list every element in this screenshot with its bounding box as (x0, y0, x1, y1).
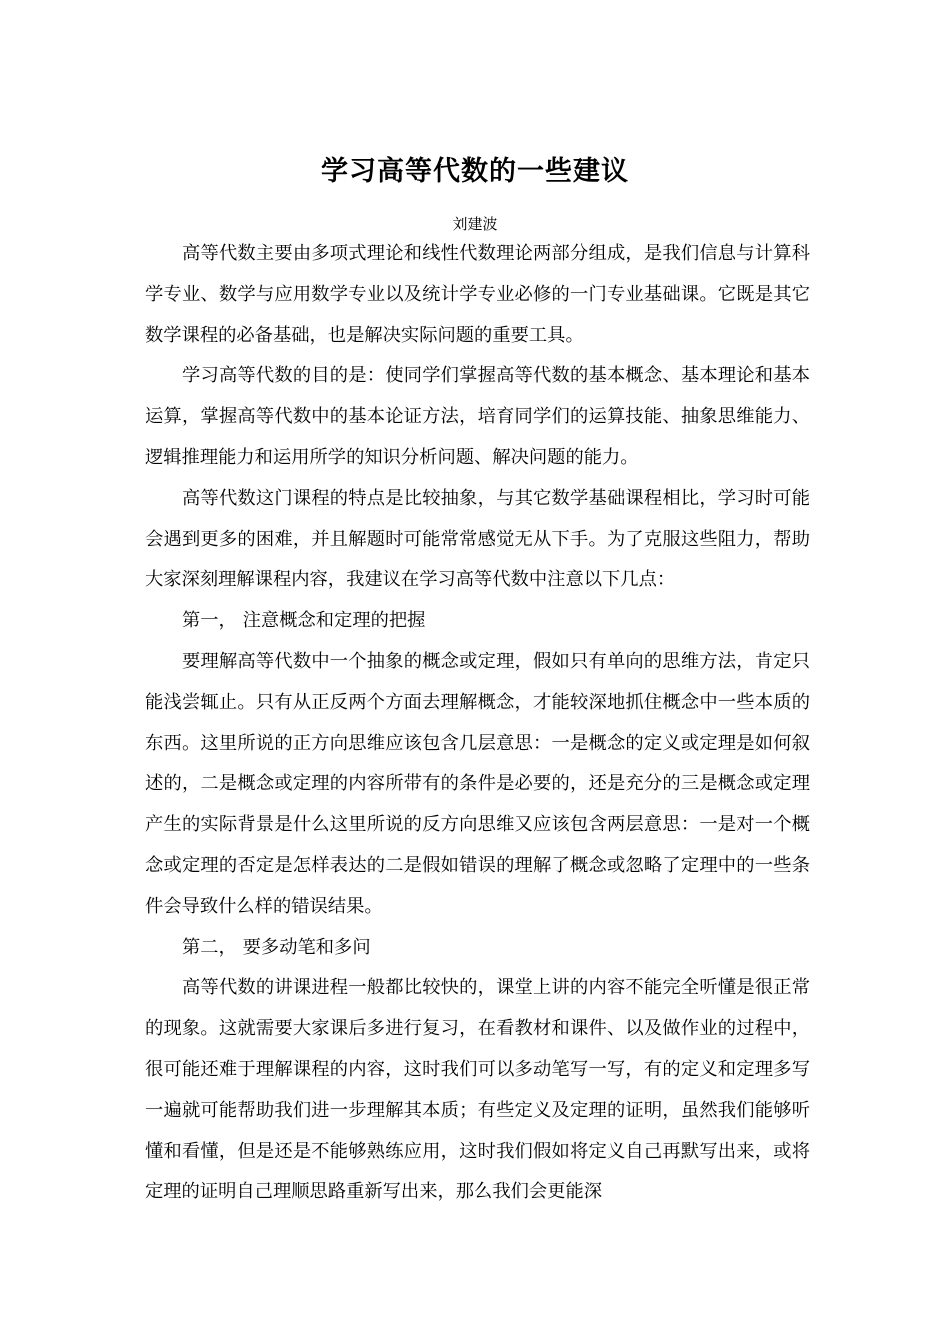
paragraph-practice: 高等代数的讲课进程一般都比较快的，课堂上讲的内容不能完全听懂是很正常的现象。这就需要大家课后多进行复习，在看教材和课件、以及做作业的过程中，很可能还难于理解课程的内容，这时我们可以多动笔写一写，有的定义和定理多写一遍就可能帮助我们进一步理解其本质；有些定义及定理的证明，虽然我们能够听懂和看懂，但是还是不能够熟练应用，这时我们假如将定义自己再默写出来，或将定理的证明自己理顺思路重新写出来，那么我们会更能深 (145, 977, 810, 1203)
document-body (145, 234, 810, 1213)
document-title: 学习高等代数的一些建议 (321, 156, 629, 187)
paragraph-intro: 高等代数主要由多项式理论和线性代数理论两部分组成，是我们信息与计算科学专业、数学与应用数学专业以及统计学专业必修的一门专业基础课。它既是其它数学课程的必备基础，也是解决实际问题的重要工具。 (145, 243, 810, 346)
section-heading-first: 第一， 注意概念和定理的把握 (182, 610, 426, 632)
paragraph-purpose: 学习高等代数的目的是：使同学们掌握高等代数的基本概念、基本理论和基本运算，掌握高等代数中的基本论证方法，培育同学们的运算技能、抽象思维能力、逻辑推理能力和运用所学的知识分析问题、解决问题的能力。 (145, 365, 810, 468)
paragraph-concepts: 要理解高等代数中一个抽象的概念或定理，假如只有单向的思维方法，肯定只能浅尝辄止。只有从正反两个方面去理解概念，才能较深地抓住概念中一些本质的东西。这里所说的正方向思维应该包含几层意思：一是概念的定义或定理是如何叙述的，二是概念或定理的内容所带有的条件是必要的，还是充分的三是概念或定理产生的实际背景是什么这里所说的反方向思维又应该包含两层意思：一是对一个概念或定理的否定是怎样表达的二是假如错误的理解了概念或忽略了定理中的一些条件会导致什么样的错误结果。 (145, 650, 810, 917)
paragraph-characteristics: 高等代数这门课程的特点是比较抽象，与其它数学基础课程相比，学习时可能会遇到更多的困难，并且解题时可能常常感觉无从下手。为了克服这些阻力，帮助大家深刻理解课程内容，我建议在学习高等代数中注意以下几点： (145, 487, 810, 591)
section-heading-second: 第二， 要多动笔和多问 (182, 936, 371, 958)
document-author: 刘建波 (452, 215, 498, 233)
